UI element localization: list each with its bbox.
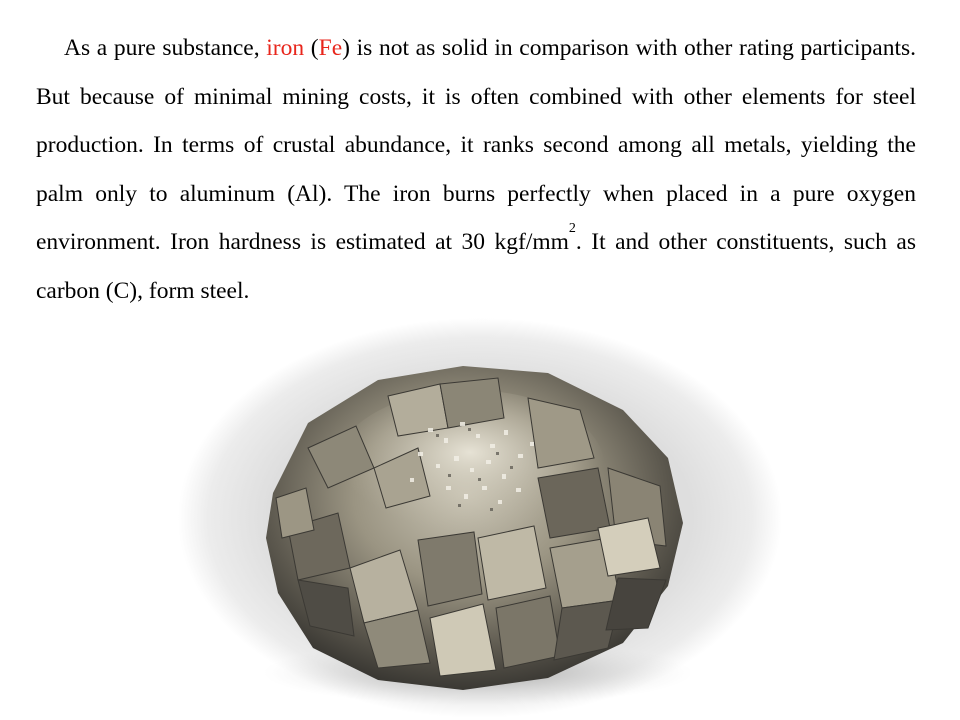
highlight-iron: iron bbox=[266, 35, 305, 61]
paragraph-body: ) is not as solid in comparison with other rating participants. But because of minimal mining costs, it is often combined with other elements for steel production. In terms of crustal abundance, it ranks second among all metals, yielding the palm only to aluminum (Al). The iron burns perfectly when placed in a pure oxygen environment. Iron hardness is estimated at 30 kgf/mm bbox=[36, 35, 917, 255]
body-paragraph bbox=[36, 24, 916, 315]
paragraph-tail: . It and other constituents, such as carbon (C), form steel. bbox=[36, 229, 916, 304]
paragraph-mid-1: ( bbox=[304, 35, 319, 61]
paragraph-lead: As a pure substance, bbox=[64, 35, 267, 61]
highlight-fe: Fe bbox=[318, 35, 343, 61]
iron-crystal-photo bbox=[178, 318, 783, 718]
superscript-two: 2 bbox=[568, 221, 576, 236]
iron-crystal-illustration bbox=[178, 318, 783, 718]
